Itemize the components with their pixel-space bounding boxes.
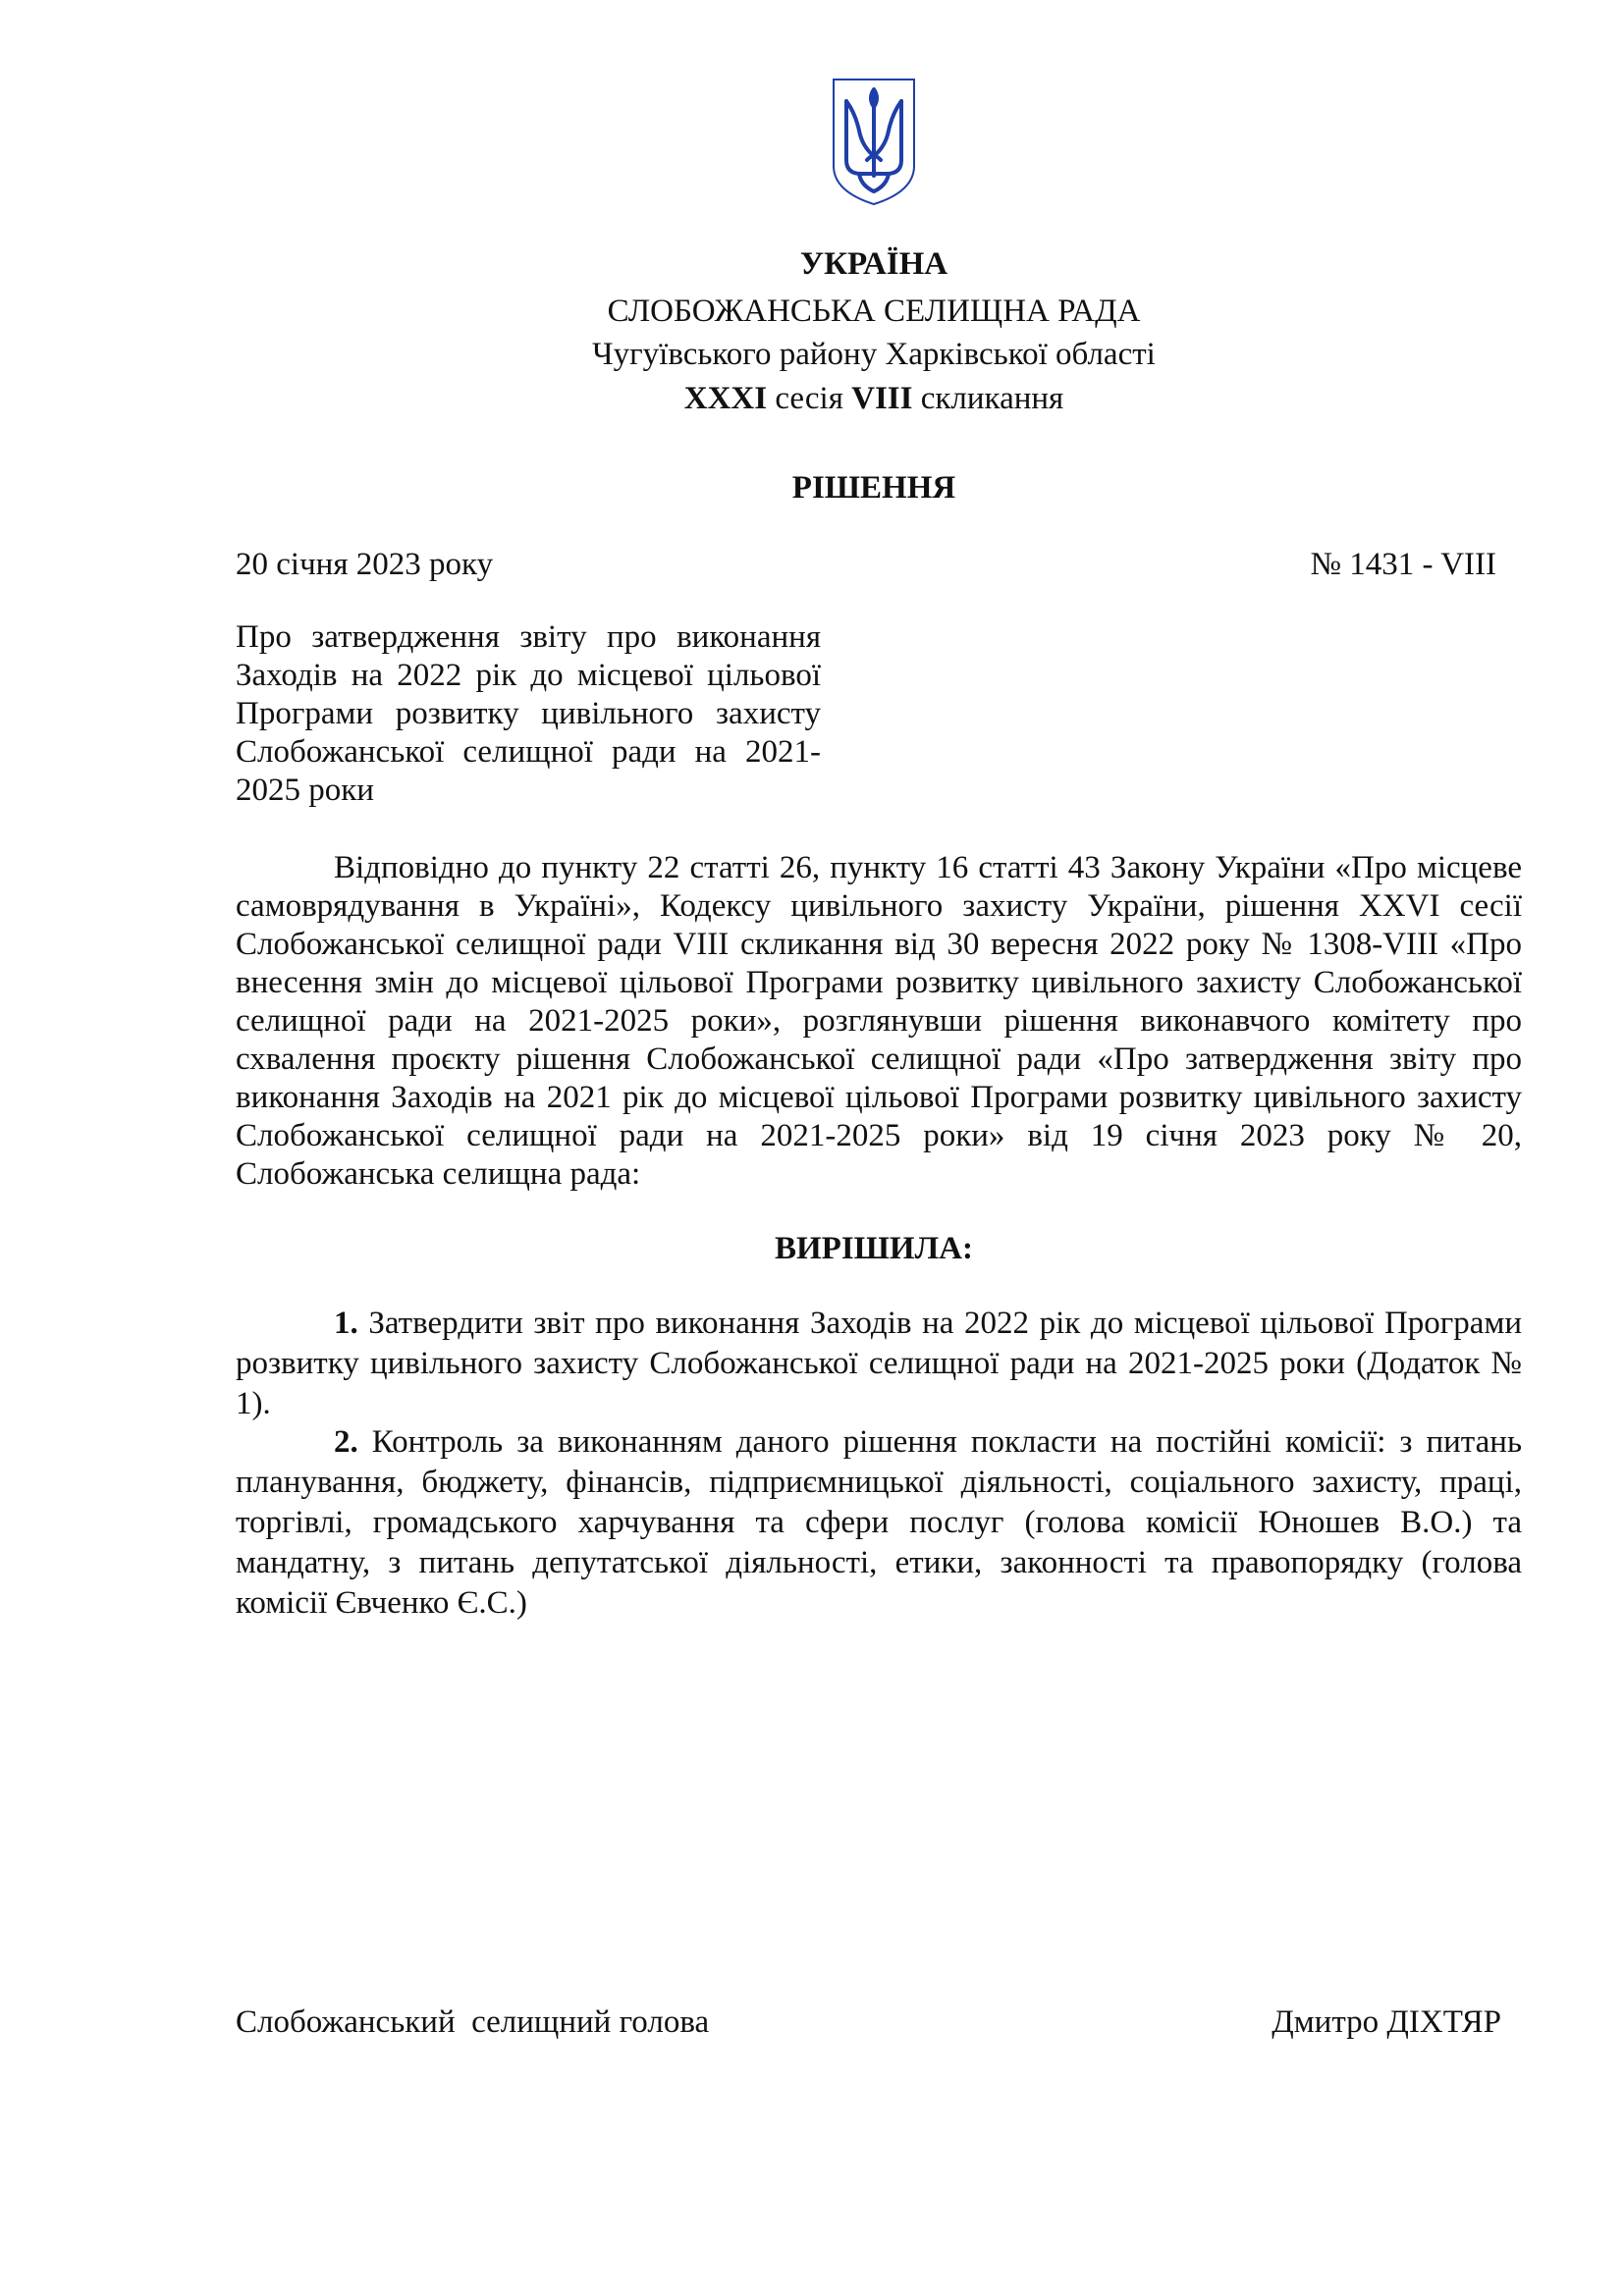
doc-type-title: РІШЕННЯ	[791, 470, 956, 506]
session-word: сесія	[767, 381, 852, 416]
tryzub-icon	[830, 76, 918, 208]
country-title: УКРАЇНА	[799, 246, 948, 282]
convocation-word: скликання	[912, 381, 1064, 416]
session-line	[0, 379, 1624, 418]
decision-number: № 1431 - VIII	[1310, 547, 1496, 582]
signature-name: Дмитро ДІХТЯР	[1272, 2004, 1501, 2040]
resolution-item	[236, 1422, 1522, 1624]
decision-subject: Про затвердження звіту про виконання Заходів на 2022 рік до місцевої цільової Програми розвитку цивільного захисту Слобожанської селищної ради на 2021-2025 роки	[236, 619, 821, 808]
convocation-number: VIII	[851, 381, 913, 416]
resolved-heading: ВИРІШИЛА:	[775, 1231, 973, 1266]
item-number: 2.	[334, 1424, 358, 1460]
region-name: Чугуївського району Харківської області	[592, 337, 1156, 372]
council-name: СЛОБОЖАНСЬКА СЕЛИЩНА РАДА	[607, 294, 1141, 329]
resolution-item	[236, 1304, 1522, 1424]
item-number: 1.	[334, 1306, 358, 1341]
item-text: Контроль за виконанням даного рішення покласти на постійні комісії: з питань планування, бюджету, фінансів, підприємницької діяльності, соціального захисту, праці, торгівлі, громадського харчування та сфери послуг (голова комісії Юношев В.О.) та мандатну, з питань депутатської діяльності, етики, законності та правопорядку (голова комісії Євченко Є.С.)	[236, 1424, 1522, 1621]
decision-date: 20 січня 2023 року	[236, 547, 494, 582]
item-text: Затвердити звіт про виконання Заходів на 2022 рік до місцевої цільової Програми розвитку цивільного захисту Слобожанської селищної ради на 2021-2025 роки (Додаток № 1).	[236, 1306, 1522, 1421]
session-number: XXXI	[683, 381, 768, 416]
signature-position: Слобожанський селищний голова	[236, 2004, 710, 2040]
preamble-paragraph: Відповідно до пункту 22 статті 26, пункту 16 статті 43 Закону України «Про місцеве самоврядування в Україні», Кодексу цивільного захисту України, рішення XXVI сесії Слобожанської селищної ради VIII скликання від 30 вересня 2022 року № 1308-VIII «Про внесення змін до місцевої цільової Програми розвитку цивільного захисту Слобожанської селищної ради на 2021-2025 роки», розглянувши рішення виконавчого комітету про схвалення проєкту рішення Слобожанської селищної ради «Про затвердження звіту про виконання Заходів на 2021 рік до місцевої цільової Програми розвитку цивільного захисту Слобожанської селищної ради на 2021-2025 роки» від 19 січня 2023 року № 20, Слобожанська селищна рада:	[236, 850, 1522, 1192]
